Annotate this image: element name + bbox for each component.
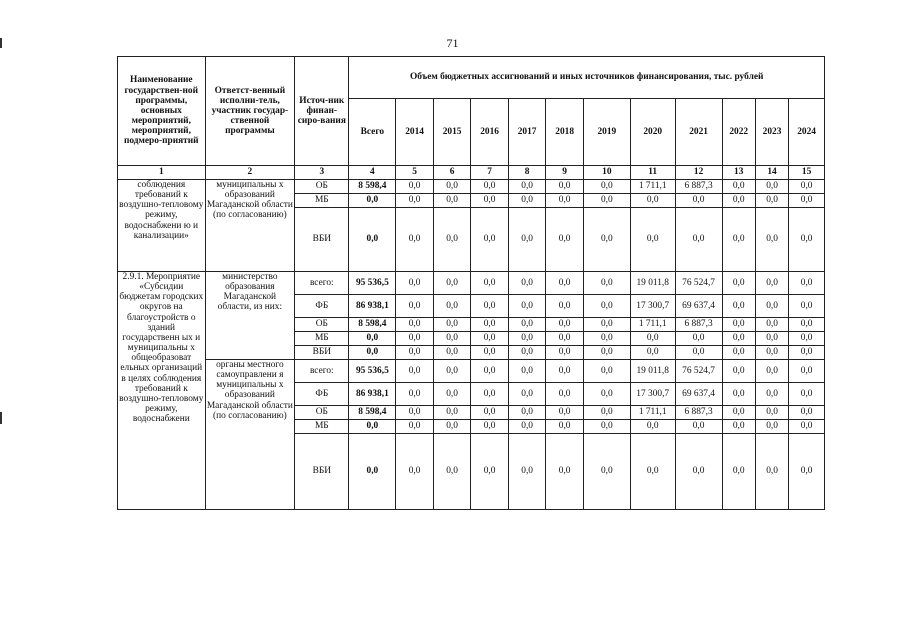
- value-cell: 0,0: [396, 295, 434, 318]
- column-number: 15: [789, 166, 825, 180]
- value-cell: 0,0: [583, 295, 630, 318]
- value-cell: 0,0: [471, 383, 509, 406]
- value-cell: 0,0: [630, 346, 675, 360]
- value-cell: 0,0: [546, 420, 584, 434]
- value-cell: 0,0: [755, 346, 788, 360]
- header-name: Наименование государствен-ной программы, основных мероприятий, мероприятий, подмеро-приятий: [118, 57, 206, 166]
- value-cell: 0,0: [722, 295, 755, 318]
- value-cell: 0,0: [433, 434, 471, 510]
- value-cell: 6 887,3: [675, 318, 722, 332]
- value-cell: 0,0: [546, 346, 584, 360]
- executor: органы местного самоуправлени я муниципальны х образований Магаданской области (по согласованию): [205, 360, 295, 510]
- value-cell: 0,0: [546, 194, 584, 208]
- value-cell: 0,0: [755, 332, 788, 346]
- value-cell: 0,0: [675, 434, 722, 510]
- value-cell: 0,0: [722, 194, 755, 208]
- value-cell: 0,0: [789, 360, 825, 383]
- executor: министерство образования Магаданской области, из них:: [205, 272, 295, 360]
- value-cell: 6 887,3: [675, 180, 722, 194]
- value-cell: 0,0: [583, 180, 630, 194]
- column-number: 11: [630, 166, 675, 180]
- value-cell: 0,0: [396, 420, 434, 434]
- header-year: 2014: [396, 99, 434, 166]
- value-cell: 1 711,1: [630, 318, 675, 332]
- value-cell: 0,0: [630, 194, 675, 208]
- value-cell: 1 711,1: [630, 406, 675, 420]
- source-cell: ВБИ: [295, 208, 349, 272]
- column-number: 8: [508, 166, 546, 180]
- value-cell: 0,0: [583, 208, 630, 272]
- value-cell: 0,0: [789, 208, 825, 272]
- value-cell: 0,0: [755, 360, 788, 383]
- source-cell: ОБ: [295, 318, 349, 332]
- value-cell: 0,0: [396, 360, 434, 383]
- value-cell: 0,0: [508, 420, 546, 434]
- value-cell: 0,0: [471, 434, 509, 510]
- column-number: 12: [675, 166, 722, 180]
- header-volume: Объем бюджетных ассигнований и иных источников финансирования, тыс. рублей: [349, 57, 825, 99]
- value-cell: 0,0: [508, 194, 546, 208]
- value-cell: 76 524,7: [675, 272, 722, 295]
- source-cell: всего:: [295, 360, 349, 383]
- value-cell: 0,0: [755, 295, 788, 318]
- header-year: 2018: [546, 99, 584, 166]
- total-cell: 0,0: [349, 332, 396, 346]
- value-cell: 0,0: [789, 332, 825, 346]
- value-cell: 0,0: [675, 420, 722, 434]
- header-year: 2020: [630, 99, 675, 166]
- total-cell: 8 598,4: [349, 318, 396, 332]
- value-cell: 0,0: [583, 346, 630, 360]
- header-year: 2015: [433, 99, 471, 166]
- value-cell: 6 887,3: [675, 406, 722, 420]
- program-name: 2.9.1. Мероприятие «Субсидии бюджетам городских округов на благоустройств о зданий государственн ых и муниципальны х общеобразоват ельных организаций в целях соблюдения требований к воздушно-тепловому режиму, водоснабжени: [118, 272, 206, 510]
- total-cell: 0,0: [349, 420, 396, 434]
- block-2: [118, 272, 825, 510]
- column-number: 13: [722, 166, 755, 180]
- value-cell: 1 711,1: [630, 180, 675, 194]
- value-cell: 0,0: [471, 406, 509, 420]
- value-cell: 0,0: [789, 194, 825, 208]
- value-cell: 19 011,8: [630, 272, 675, 295]
- value-cell: 0,0: [396, 180, 434, 194]
- value-cell: 0,0: [675, 346, 722, 360]
- header-year: 2022: [722, 99, 755, 166]
- value-cell: 69 637,4: [675, 383, 722, 406]
- executor: муниципальны х образований Магаданской области (по согласованию): [205, 180, 295, 272]
- value-cell: 0,0: [583, 332, 630, 346]
- total-cell: 0,0: [349, 434, 396, 510]
- value-cell: 0,0: [583, 383, 630, 406]
- scan-edge-mark-bottom: [0, 412, 2, 424]
- table-row: [118, 180, 825, 194]
- value-cell: 0,0: [546, 434, 584, 510]
- value-cell: 0,0: [583, 406, 630, 420]
- value-cell: 0,0: [508, 295, 546, 318]
- total-cell: 95 536,5: [349, 272, 396, 295]
- source-cell: ОБ: [295, 406, 349, 420]
- column-number: 6: [433, 166, 471, 180]
- value-cell: 0,0: [755, 434, 788, 510]
- total-cell: 8 598,4: [349, 180, 396, 194]
- value-cell: 0,0: [755, 420, 788, 434]
- value-cell: 0,0: [433, 194, 471, 208]
- value-cell: 0,0: [508, 434, 546, 510]
- column-number: 2: [205, 166, 295, 180]
- value-cell: 0,0: [471, 420, 509, 434]
- value-cell: 0,0: [583, 194, 630, 208]
- value-cell: 0,0: [755, 194, 788, 208]
- value-cell: 0,0: [755, 208, 788, 272]
- value-cell: 0,0: [471, 272, 509, 295]
- column-number: 10: [583, 166, 630, 180]
- value-cell: 0,0: [433, 208, 471, 272]
- header-year: 2016: [471, 99, 509, 166]
- value-cell: 0,0: [722, 360, 755, 383]
- header-total: Всего: [349, 99, 396, 166]
- value-cell: 0,0: [508, 332, 546, 346]
- value-cell: 0,0: [433, 346, 471, 360]
- value-cell: 0,0: [583, 318, 630, 332]
- block-1: [118, 180, 825, 272]
- value-cell: 0,0: [789, 434, 825, 510]
- value-cell: 0,0: [433, 180, 471, 194]
- value-cell: 0,0: [546, 180, 584, 194]
- source-cell: ФБ: [295, 295, 349, 318]
- column-number: 3: [295, 166, 349, 180]
- value-cell: 0,0: [583, 272, 630, 295]
- value-cell: 0,0: [755, 272, 788, 295]
- column-number: 9: [546, 166, 584, 180]
- value-cell: 0,0: [630, 332, 675, 346]
- header-source: Источ-ник финан-сиро-вания: [295, 57, 349, 166]
- value-cell: 0,0: [396, 346, 434, 360]
- header-executor: Ответст-венный исполни-тель, участник государ-ственной программы: [205, 57, 295, 166]
- source-cell: МБ: [295, 420, 349, 434]
- source-cell: МБ: [295, 332, 349, 346]
- value-cell: 0,0: [433, 383, 471, 406]
- value-cell: 0,0: [433, 272, 471, 295]
- column-number: 7: [471, 166, 509, 180]
- header-year: 2019: [583, 99, 630, 166]
- value-cell: 0,0: [396, 272, 434, 295]
- value-cell: 0,0: [433, 332, 471, 346]
- table-row: [118, 272, 825, 295]
- budget-table: [117, 56, 825, 510]
- value-cell: 0,0: [789, 295, 825, 318]
- header-year: 2023: [755, 99, 788, 166]
- value-cell: 0,0: [789, 406, 825, 420]
- value-cell: 0,0: [789, 420, 825, 434]
- total-cell: 0,0: [349, 194, 396, 208]
- value-cell: 0,0: [789, 318, 825, 332]
- value-cell: 0,0: [508, 272, 546, 295]
- value-cell: 0,0: [722, 332, 755, 346]
- value-cell: 0,0: [722, 434, 755, 510]
- value-cell: 0,0: [396, 332, 434, 346]
- value-cell: 0,0: [546, 406, 584, 420]
- value-cell: 0,0: [508, 318, 546, 332]
- value-cell: 0,0: [546, 208, 584, 272]
- value-cell: 0,0: [471, 346, 509, 360]
- source-cell: всего:: [295, 272, 349, 295]
- value-cell: 0,0: [433, 406, 471, 420]
- value-cell: 0,0: [471, 332, 509, 346]
- value-cell: 0,0: [722, 406, 755, 420]
- value-cell: 0,0: [546, 360, 584, 383]
- header-year: 2024: [789, 99, 825, 166]
- value-cell: 0,0: [722, 346, 755, 360]
- value-cell: 0,0: [789, 272, 825, 295]
- total-cell: 0,0: [349, 208, 396, 272]
- source-cell: ВБИ: [295, 346, 349, 360]
- value-cell: 0,0: [722, 208, 755, 272]
- value-cell: 0,0: [471, 194, 509, 208]
- table-row: [118, 360, 825, 383]
- value-cell: 0,0: [755, 180, 788, 194]
- value-cell: 0,0: [508, 406, 546, 420]
- column-number: 4: [349, 166, 396, 180]
- value-cell: 0,0: [675, 208, 722, 272]
- value-cell: 0,0: [396, 383, 434, 406]
- value-cell: 0,0: [396, 434, 434, 510]
- value-cell: 0,0: [630, 434, 675, 510]
- value-cell: 0,0: [546, 318, 584, 332]
- value-cell: 0,0: [722, 318, 755, 332]
- value-cell: 0,0: [755, 318, 788, 332]
- value-cell: 0,0: [630, 420, 675, 434]
- value-cell: 0,0: [789, 180, 825, 194]
- source-cell: МБ: [295, 194, 349, 208]
- value-cell: 0,0: [722, 420, 755, 434]
- value-cell: 0,0: [583, 420, 630, 434]
- value-cell: 0,0: [433, 318, 471, 332]
- value-cell: 0,0: [471, 360, 509, 383]
- value-cell: 0,0: [433, 295, 471, 318]
- value-cell: 0,0: [433, 360, 471, 383]
- source-cell: ВБИ: [295, 434, 349, 510]
- value-cell: 0,0: [789, 383, 825, 406]
- value-cell: 0,0: [471, 318, 509, 332]
- value-cell: 76 524,7: [675, 360, 722, 383]
- page-number: 71: [446, 36, 459, 50]
- value-cell: 19 011,8: [630, 360, 675, 383]
- value-cell: 0,0: [396, 406, 434, 420]
- value-cell: 0,0: [630, 208, 675, 272]
- value-cell: 0,0: [471, 180, 509, 194]
- header-year: 2017: [508, 99, 546, 166]
- value-cell: 0,0: [508, 346, 546, 360]
- total-cell: 8 598,4: [349, 406, 396, 420]
- total-cell: 95 536,5: [349, 360, 396, 383]
- value-cell: 17 300,7: [630, 295, 675, 318]
- value-cell: 0,0: [546, 383, 584, 406]
- header-year: 2021: [675, 99, 722, 166]
- source-cell: ФБ: [295, 383, 349, 406]
- value-cell: 0,0: [433, 420, 471, 434]
- value-cell: 0,0: [789, 346, 825, 360]
- total-cell: 86 938,1: [349, 295, 396, 318]
- value-cell: 0,0: [583, 360, 630, 383]
- value-cell: 0,0: [722, 180, 755, 194]
- value-cell: 0,0: [722, 383, 755, 406]
- value-cell: 0,0: [508, 360, 546, 383]
- value-cell: 0,0: [508, 383, 546, 406]
- value-cell: 0,0: [396, 208, 434, 272]
- value-cell: 0,0: [583, 434, 630, 510]
- value-cell: 0,0: [396, 194, 434, 208]
- column-number: 14: [755, 166, 788, 180]
- value-cell: 0,0: [755, 383, 788, 406]
- column-number: 1: [118, 166, 206, 180]
- value-cell: 17 300,7: [630, 383, 675, 406]
- value-cell: 0,0: [471, 208, 509, 272]
- value-cell: 0,0: [722, 272, 755, 295]
- value-cell: 0,0: [755, 406, 788, 420]
- value-cell: 0,0: [675, 332, 722, 346]
- value-cell: 0,0: [546, 272, 584, 295]
- value-cell: 0,0: [546, 295, 584, 318]
- program-name: соблюдения требований к воздушно-тепловому режиму, водоснабжени ю и канализации»: [118, 180, 206, 272]
- value-cell: 0,0: [508, 180, 546, 194]
- value-cell: 0,0: [508, 208, 546, 272]
- value-cell: 0,0: [546, 332, 584, 346]
- total-cell: 86 938,1: [349, 383, 396, 406]
- column-number: 5: [396, 166, 434, 180]
- value-cell: 69 637,4: [675, 295, 722, 318]
- value-cell: 0,0: [471, 295, 509, 318]
- value-cell: 0,0: [675, 194, 722, 208]
- source-cell: ОБ: [295, 180, 349, 194]
- total-cell: 0,0: [349, 346, 396, 360]
- value-cell: 0,0: [396, 318, 434, 332]
